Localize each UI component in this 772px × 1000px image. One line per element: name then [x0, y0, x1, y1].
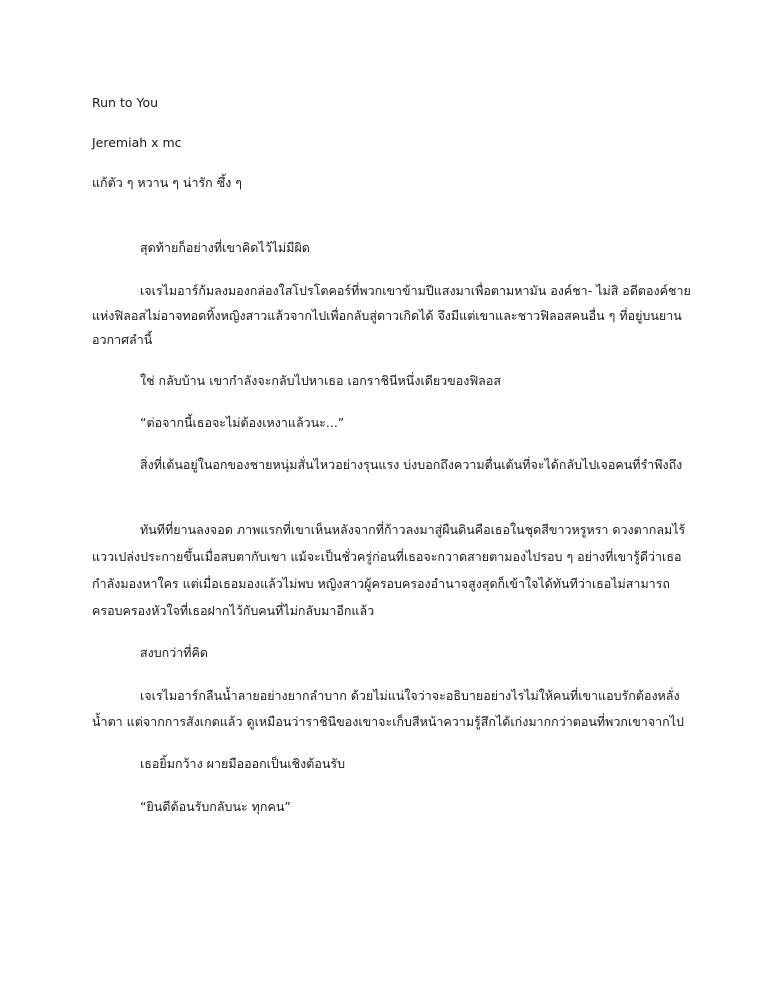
paragraph-2-line-2: แห่งฟิลอสไม่อาจทอดทิ้งหญิงสาวแล้วจากไปเพื่อกลับสู่ดาวเกิดได้ จึงมีแต่เขาและชาวฟิลอสคนอื่น ๆ ที่อยู่บนยาน — [92, 308, 682, 323]
paragraph-4-dialogue: “ต่อจากนี้เธอจะไม่ต้องเหงาแล้วนะ...” — [140, 415, 345, 430]
paragraph-8-line-1: เจเรไมอาร์กลืนน้ำลายอย่างยากลำบาก ด้วยไม่แน่ใจว่าจะอธิบายอย่างไรไม่ให้คนที่เขาแอบรักต้องหลั่ง — [140, 688, 680, 703]
paragraph-6-line-2: แววเปล่งประกายขึ้นเมื่อสบตากับเขา แม้จะเป็นชั่วครู่ก่อนที่เธอจะกวาดสายตามองไปรอบ ๆ อย่างที่เขารู้ดีว่าเธอ — [92, 549, 682, 564]
paragraph-1: สุดท้ายก็อย่างที่เขาคิดไว้ไม่มีผิด — [140, 240, 310, 255]
paragraph-6-line-4: ครอบครองหัวใจที่เธอฝากไว้กับคนที่ไม่กลับมาอีกแล้ว — [92, 603, 375, 618]
paragraph-5: สิ่งที่เต้นอยู่ในอกของชายหนุ่มสั่นไหวอย่างรุนแรง บ่งบอกถึงความตื่นเต้นที่จะได้กลับไปเจอคนที่รำพึงถึง — [140, 457, 683, 472]
paragraph-2-line-1: เจเรไมอาร์ก้มลงมองกล่องใสโปรโตคอร์ที่พวกเขาข้ามปีแสงมาเพื่อตามหามัน องค์ชา- ไม่สิ อดีตองค์ชาย — [140, 283, 691, 298]
paragraph-10-dialogue: “ยินดีต้อนรับกลับนะ ทุกคน” — [140, 799, 291, 814]
story-title: Run to You — [92, 95, 159, 110]
story-pairing: Jeremiah x mc — [92, 135, 182, 150]
paragraph-3: ใช่ กลับบ้าน เขากำลังจะกลับไปหาเธอ เอกราชินีหนึ่งเดียวของฟิลอส — [140, 373, 501, 388]
paragraph-8-line-2: น้ำตา แต่จากการสังเกตแล้ว ดูเหมือนว่าราชินีของเขาจะเก็บสีหน้าความรู้สึกได้เก่งมากกว่าตอนที่พวกเขาจากไป — [92, 714, 684, 729]
paragraph-6-line-3: กำลังมองหาใคร แต่เมื่อเธอมองแล้วไม่พบ หญิงสาวผู้ครอบครองอำนาจสูงสุดก็เข้าใจได้ทันทีว่าเธอไม่สามารถ — [92, 576, 670, 591]
paragraph-9: เธอยิ้มกว้าง ผายมือออกเป็นเชิงต้อนรับ — [140, 756, 346, 771]
paragraph-2-line-3: อวกาศลำนี้ — [92, 332, 153, 347]
story-tags: แก้ตัว ๆ หวาน ๆ น่ารัก ซึ้ง ๆ — [92, 175, 242, 190]
paragraph-7: สงบกว่าที่คิด — [140, 645, 208, 660]
paragraph-6-line-1: ทันทีที่ยานลงจอด ภาพแรกที่เขาเห็นหลังจากที่ก้าวลงมาสู่ผืนดินคือเธอในชุดสีขาวหรูหรา ดวงตากลมไร้ — [140, 522, 686, 537]
